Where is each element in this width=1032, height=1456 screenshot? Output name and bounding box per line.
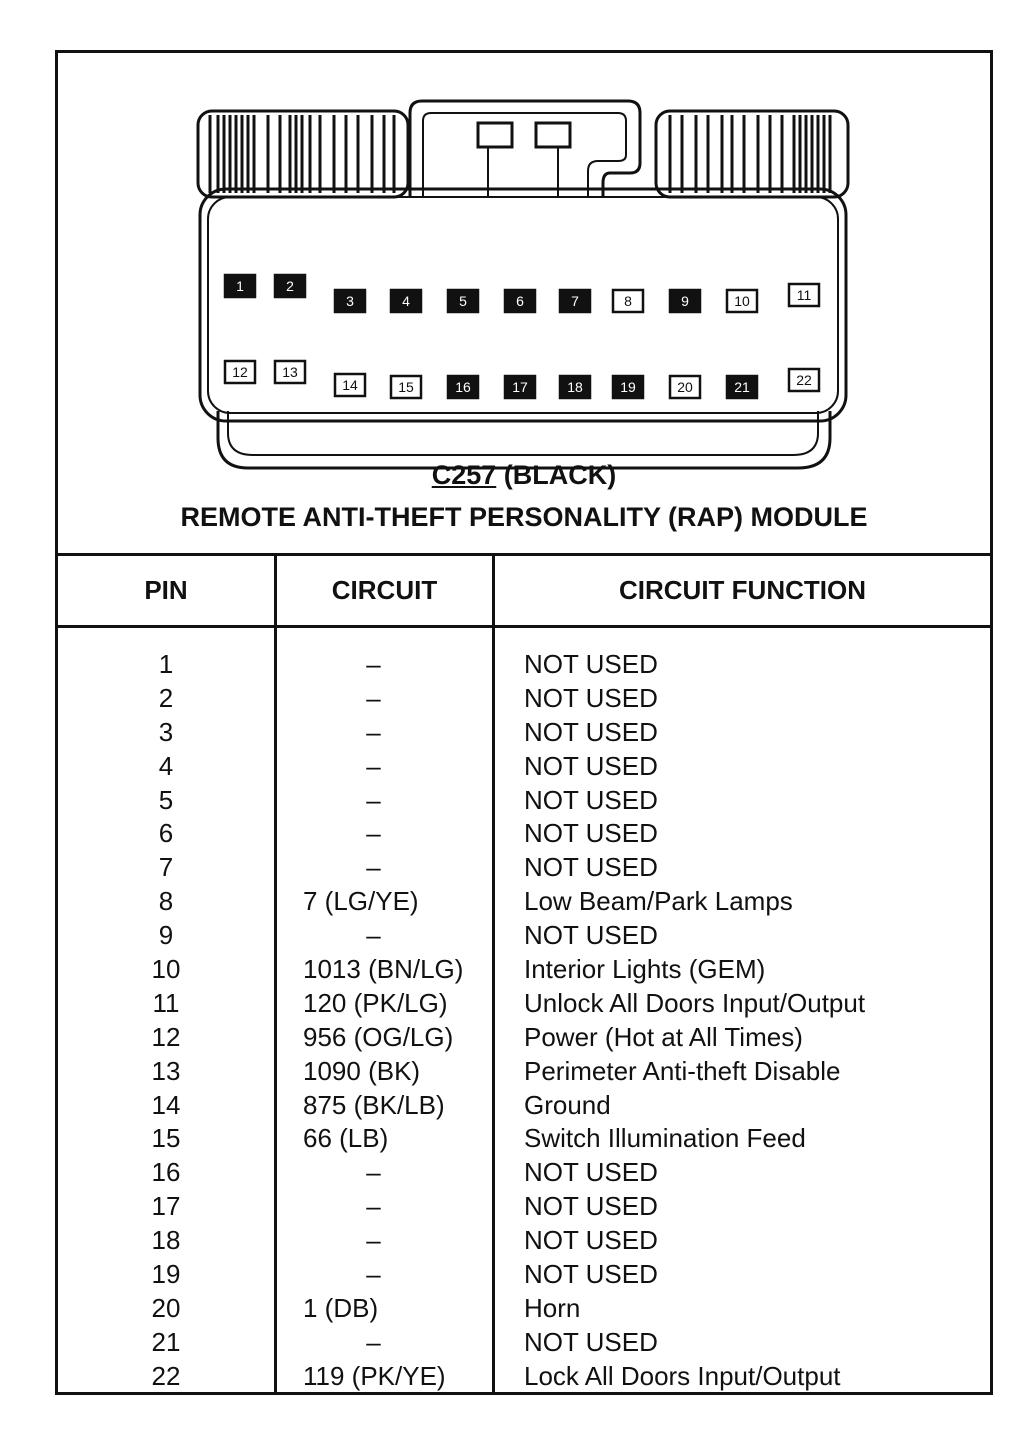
pin-number: 16: [455, 379, 471, 395]
pin-number: 2: [286, 278, 294, 294]
table-row: [58, 648, 990, 682]
header-pin: PIN: [144, 575, 188, 605]
right-rib-lines: [670, 115, 830, 193]
pin-15: [391, 376, 421, 398]
pin-13: [275, 361, 305, 383]
pin-number: 8: [624, 293, 632, 309]
function-cell: Horn: [524, 1292, 581, 1323]
function-cell: Power (Hot at All Times): [524, 1021, 803, 1052]
function-cell: Interior Lights (GEM): [524, 954, 766, 985]
function-cell: NOT USED: [524, 1191, 658, 1222]
function-cell: NOT USED: [524, 1326, 658, 1357]
function-cell: Low Beam/Park Lamps: [524, 886, 793, 917]
table-row: [58, 784, 990, 818]
pin-cell: 22: [151, 1360, 181, 1391]
pin-number: 10: [734, 293, 750, 309]
table-row: [58, 1292, 990, 1326]
function-cell: NOT USED: [524, 920, 658, 951]
pin-number: 17: [512, 379, 528, 395]
table-row: [58, 1326, 990, 1360]
table-row: [58, 885, 990, 919]
pin-cell: 15: [151, 1123, 181, 1154]
pin-1: [225, 275, 255, 297]
pin-12: [225, 361, 255, 383]
pin-7: [560, 290, 590, 312]
table-header: [58, 556, 990, 628]
circuit-cell: 1 (DB): [303, 1292, 379, 1323]
pin-cell: 13: [151, 1055, 181, 1086]
latch-tab-left: [478, 123, 512, 147]
pin-number: 11: [796, 287, 812, 303]
pin-cell: 3: [158, 716, 174, 747]
pin-2: [275, 275, 305, 297]
pin-number: 14: [342, 377, 358, 393]
pin-number: 22: [796, 372, 812, 388]
function-cell: NOT USED: [524, 1225, 658, 1256]
pin-16: [448, 376, 478, 398]
pin-5: [448, 290, 478, 312]
pin-cell: 20: [151, 1292, 181, 1323]
pinout-table: [58, 553, 990, 1395]
function-cell: NOT USED: [524, 818, 658, 849]
pin-number: 5: [459, 293, 467, 309]
pin-number: 19: [620, 379, 636, 395]
function-cell: NOT USED: [524, 1157, 658, 1188]
pin-6: [505, 290, 535, 312]
pin-cell: 14: [151, 1089, 181, 1120]
pin-3: [335, 290, 365, 312]
circuit-cell: –: [366, 1225, 381, 1256]
circuit-cell: –: [366, 1259, 381, 1290]
table-row: [58, 953, 990, 987]
pin-18: [560, 376, 590, 398]
connector-id: C257: [431, 460, 497, 490]
pin-number: 9: [681, 293, 689, 309]
table-row: [58, 1089, 990, 1123]
circuit-cell: –: [366, 649, 381, 679]
pin-cell: 12: [151, 1021, 181, 1052]
pin-19: [613, 376, 643, 398]
latch-inner: [423, 113, 626, 197]
table-body: [58, 648, 990, 1394]
pin-11: [789, 284, 819, 306]
connector-title: [58, 458, 990, 492]
left-rib-lines: [210, 115, 394, 193]
pin-4: [391, 290, 421, 312]
circuit-cell: 120 (PK/LG): [303, 987, 448, 1018]
function-cell: Ground: [524, 1089, 611, 1120]
function-cell: NOT USED: [524, 750, 658, 781]
pin-17: [505, 376, 535, 398]
table-row: [58, 750, 990, 784]
circuit-cell: 1013 (BN/LG): [303, 954, 464, 985]
circuit-cell: –: [366, 784, 381, 815]
function-cell: NOT USED: [524, 852, 658, 883]
pin-cell: 17: [151, 1191, 181, 1222]
pin-number: 13: [282, 364, 298, 380]
latch-tab-right: [536, 123, 570, 147]
circuit-cell: –: [366, 1191, 381, 1222]
table-row: [58, 851, 990, 885]
table-row: [58, 1224, 990, 1258]
pin-number: 20: [677, 379, 693, 395]
table-row: [58, 987, 990, 1021]
table-row: [58, 1021, 990, 1055]
table-row: [58, 682, 990, 716]
table-row: [58, 1122, 990, 1156]
circuit-cell: –: [366, 716, 381, 747]
circuit-cell: –: [366, 1326, 381, 1357]
pin-8: [613, 290, 643, 312]
circuit-cell: –: [366, 920, 381, 951]
pin-21: [727, 376, 757, 398]
pin-cell: 4: [158, 750, 174, 781]
table-row: [58, 1360, 990, 1394]
connector-flange-inner: [228, 411, 818, 455]
pin-cell: 7: [158, 852, 174, 883]
function-cell: NOT USED: [524, 649, 658, 679]
circuit-cell: 7 (LG/YE): [303, 886, 419, 917]
circuit-cell: –: [366, 818, 381, 849]
pin-22: [789, 369, 819, 391]
pin-14: [335, 374, 365, 396]
pin-9: [670, 290, 700, 312]
table-row: [58, 1258, 990, 1292]
pin-number: 6: [516, 293, 524, 309]
function-cell: NOT USED: [524, 784, 658, 815]
pin-number: 1: [236, 278, 244, 294]
pin-cell: 19: [151, 1259, 181, 1290]
pin-number: 3: [346, 293, 354, 309]
table-row: [58, 919, 990, 953]
table-row: [58, 1055, 990, 1089]
pin-cell: 21: [151, 1326, 181, 1357]
function-cell: Lock All Doors Input/Output: [524, 1360, 841, 1391]
pin-cell: 10: [151, 954, 181, 985]
function-cell: Perimeter Anti-theft Disable: [524, 1055, 841, 1086]
circuit-cell: 66 (LB): [303, 1123, 389, 1154]
table-row: [58, 1156, 990, 1190]
pin-number: 12: [232, 364, 248, 380]
connector-face-diagram: [58, 93, 990, 493]
circuit-cell: 875 (BK/LB): [303, 1089, 445, 1120]
pin-cell: 6: [158, 818, 174, 849]
circuit-cell: 119 (PK/YE): [303, 1360, 446, 1391]
title-block: [58, 458, 990, 534]
header-circuit-function: CIRCUIT FUNCTION: [619, 575, 866, 605]
pin-10: [727, 290, 757, 312]
table-row: [58, 817, 990, 851]
pin-number: 15: [398, 379, 414, 395]
pin-cell: 8: [158, 886, 174, 917]
function-cell: NOT USED: [524, 716, 658, 747]
header-circuit: CIRCUIT: [331, 575, 438, 605]
pin-cell: 11: [152, 987, 180, 1018]
table-row: [58, 716, 990, 750]
pin-number: 18: [567, 379, 583, 395]
module-name: REMOTE ANTI-THEFT PERSONALITY (RAP) MODULE: [180, 502, 868, 532]
pin-number: 21: [734, 379, 750, 395]
circuit-cell: –: [366, 852, 381, 883]
pin-cell: 16: [151, 1157, 181, 1188]
circuit-cell: 1090 (BK): [303, 1055, 421, 1086]
pin-number: 7: [571, 293, 579, 309]
pin-cell: 1: [158, 649, 174, 679]
diagram-frame: [55, 50, 993, 1395]
pin-cell: 2: [158, 682, 174, 713]
circuit-cell: –: [366, 1157, 381, 1188]
connector-color: (BLACK): [503, 460, 617, 490]
pin-20: [670, 376, 700, 398]
circuit-cell: –: [366, 682, 381, 713]
pin-cell: 9: [158, 920, 174, 951]
pin-cell: 18: [151, 1225, 181, 1256]
latch-outer: [410, 101, 640, 197]
pin-number: 4: [402, 293, 410, 309]
function-cell: NOT USED: [524, 682, 658, 713]
pin-cell: 5: [158, 784, 174, 815]
circuit-cell: –: [366, 750, 381, 781]
function-cell: Switch Illumination Feed: [524, 1123, 806, 1154]
function-cell: Unlock All Doors Input/Output: [524, 987, 866, 1018]
table-row: [58, 1190, 990, 1224]
function-cell: NOT USED: [524, 1259, 658, 1290]
circuit-cell: 956 (OG/LG): [303, 1021, 454, 1052]
